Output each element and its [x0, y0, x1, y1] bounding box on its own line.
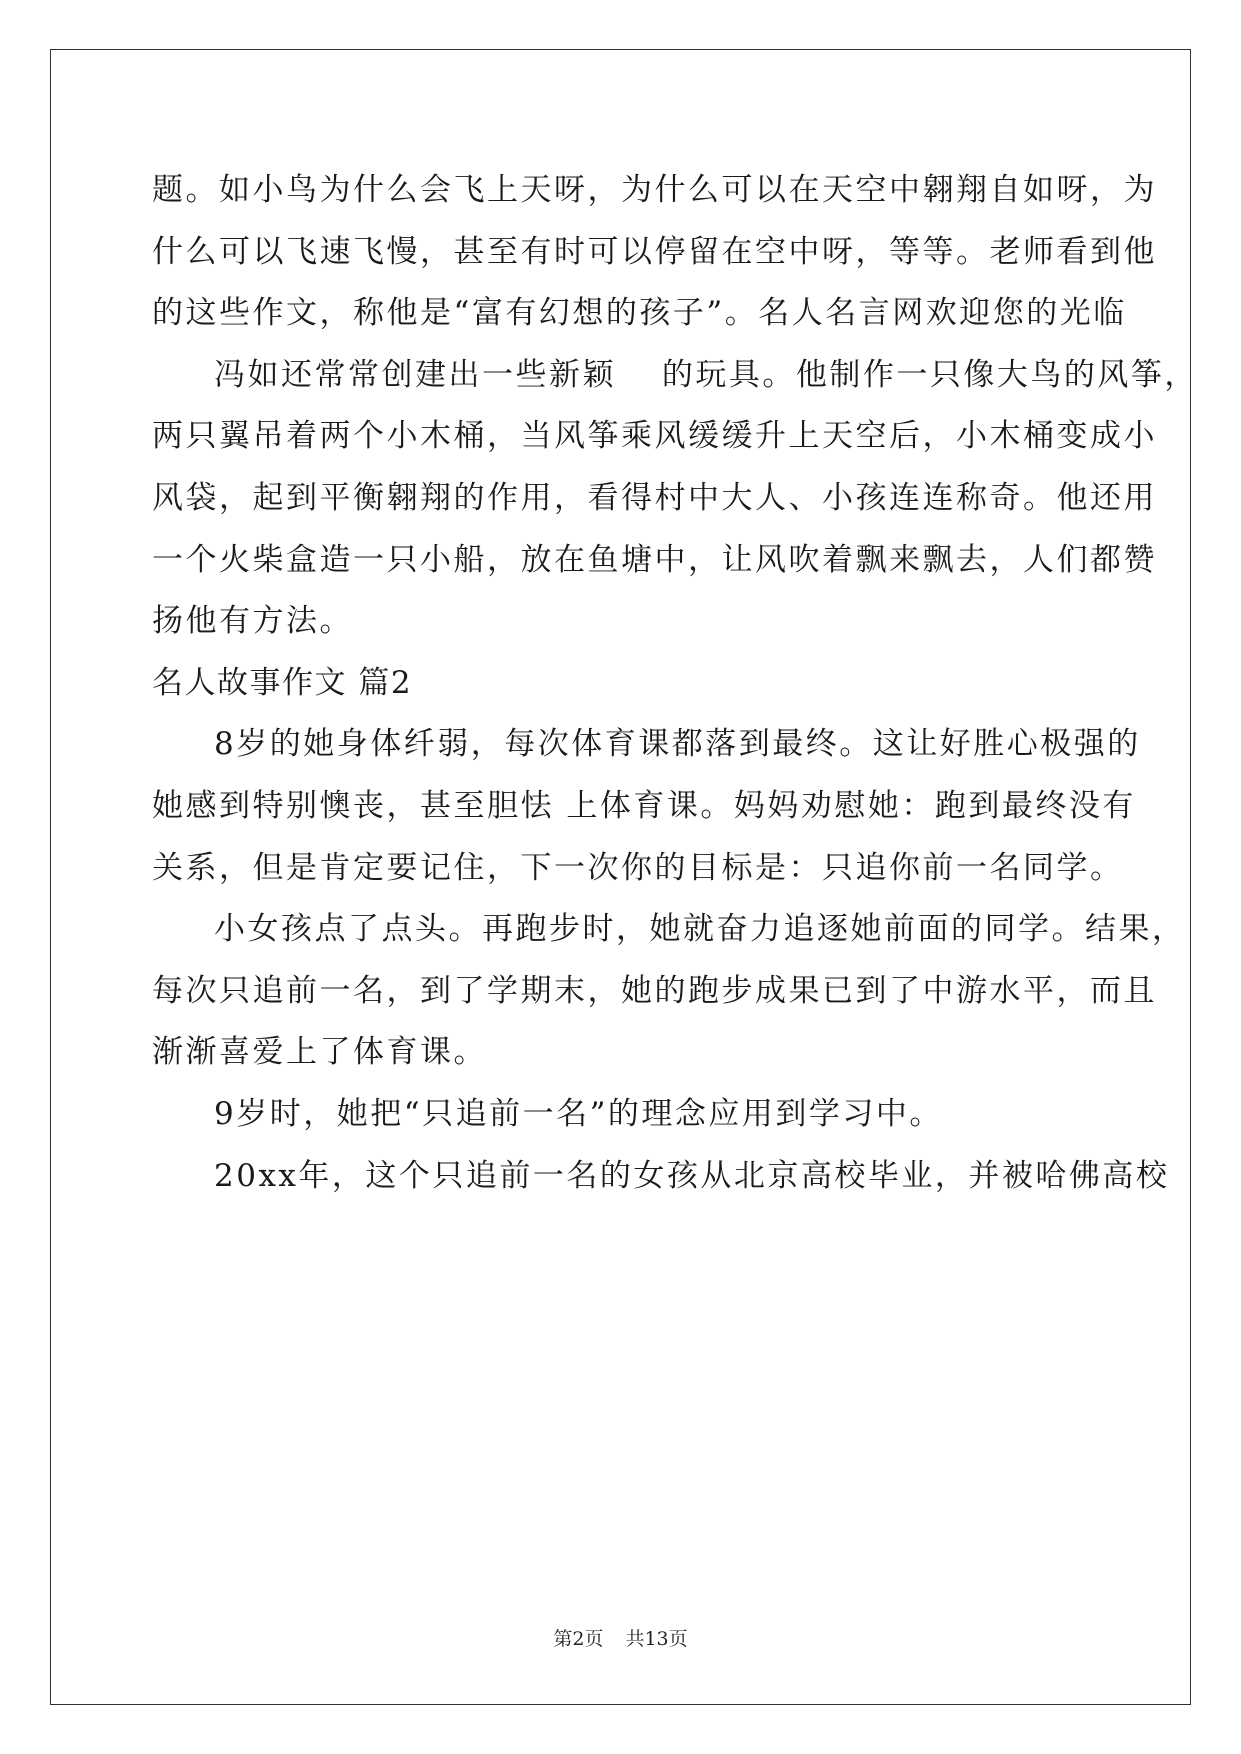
page-footer [0, 1624, 1241, 1651]
text-line: 每次只追前一名，到了学期末，她的跑步成果已到了中游水平，而且 [152, 972, 1157, 1009]
text-line: 扬他有方法。 [152, 603, 353, 640]
text-line: 渐渐喜爱上了体育课。 [152, 1034, 487, 1071]
paragraph-start-line: 冯如还常常创建出一些新颖 的玩具。他制作一只像大鸟的风筝， [214, 356, 1198, 393]
text-line: 题。如小鸟为什么会飞上天呀，为什么可以在天空中翱翔自如呀，为 [152, 172, 1157, 208]
page-number: 第2页 [553, 1628, 604, 1650]
paragraph-start-line: 20xx年，这个只追前一名的女孩从北京高校毕业，并被哈佛高校 [214, 1157, 1170, 1194]
paragraph-start-line: 小女孩点了点头。再跑步时，她就奋力追逐她前面的同学。结果， [214, 911, 1186, 948]
page-total: 共13页 [625, 1628, 688, 1650]
text-line: 的这些作文，称他是“富有幻想的孩子”。名人名言网欢迎您的光临 [152, 295, 1127, 332]
text-line: 她感到特别懊丧，甚至胆怯 上体育课。妈妈劝慰她：跑到最终没有 [152, 787, 1136, 824]
text-line: 什么可以飞速飞慢，甚至有时可以停留在空中呀，等等。老师看到他 [152, 233, 1157, 270]
paragraph-start-line: 9岁时，她把“只追前一名”的理念应用到学习中。 [214, 1095, 943, 1132]
text-line: 两只翼吊着两个小木桶，当风筝乘风缓缓升上天空后，小木桶变成小 [152, 418, 1157, 455]
section-heading: 名人故事作文 篇2 [152, 664, 413, 701]
text-line: 关系，但是肯定要记住，下一次你的目标是：只追你前一名同学。 [152, 849, 1124, 886]
paragraph-start-line: 8岁的她身体纤弱，每次体育课都落到最终。这让好胜心极强的 [214, 726, 1141, 763]
document-body [152, 160, 1198, 1207]
text-line: 风袋，起到平衡翱翔的作用，看得村中大人、小孩连连称奇。他还用 [152, 479, 1157, 516]
text-line: 一个火柴盒造一只小船，放在鱼塘中，让风吹着飘来飘去，人们都赞 [152, 541, 1157, 578]
